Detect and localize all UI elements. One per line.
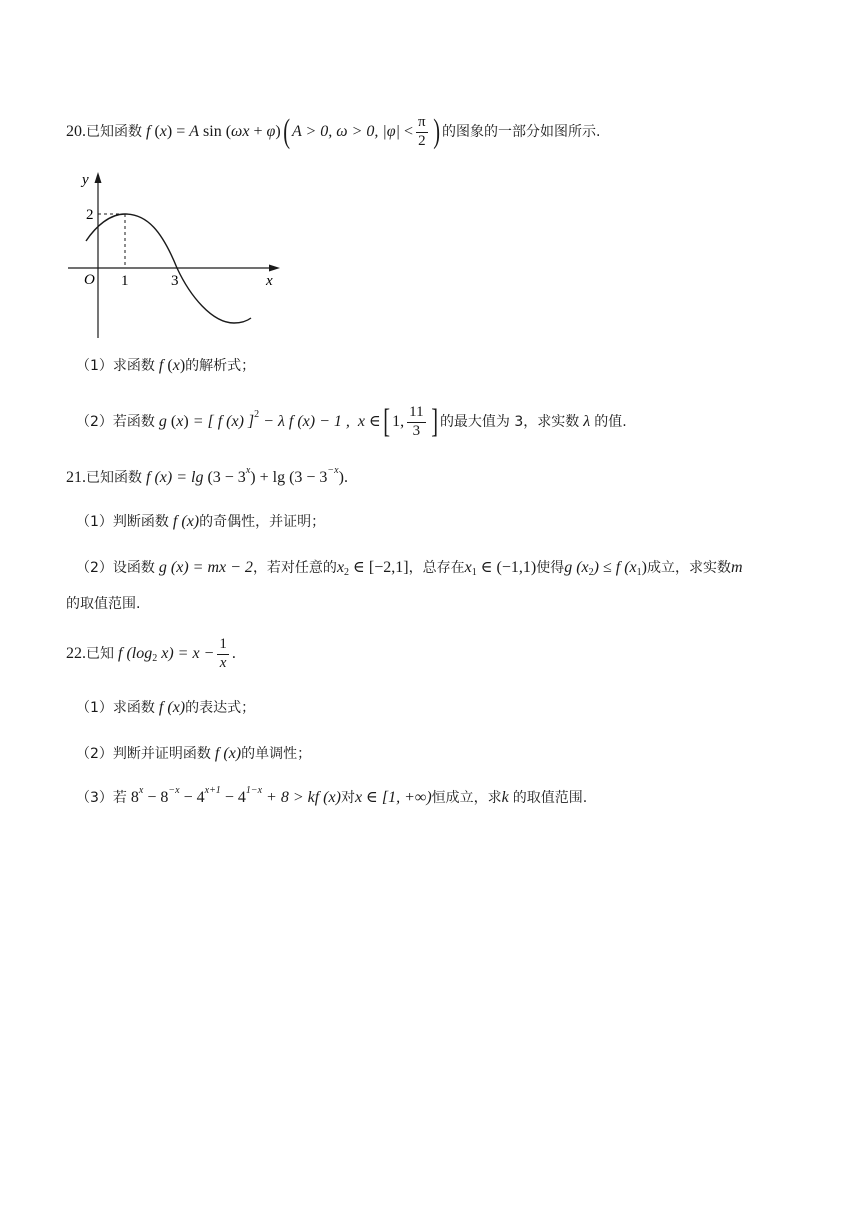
q20-f: f <box>146 123 151 140</box>
q21-part1: （1） 判断函数 f (x) 的奇偶性，并证明； <box>76 513 326 530</box>
q20-part2: （2） 若函数 g ( x ) = [ f (x) ] 2 − λ f (x) − 1 , x ∈ [ 1, $\frac{11}{3}$ ] 的最大值为 3，求实数 λ 的值. <box>76 403 627 440</box>
q20-eleven-thirds: $\frac{11}{3}$ <box>409 403 424 439</box>
q21-part2: （2） 设函数 g (x) = mx − 2 ，若对任意的 x 2 ∈ [−2,1] ，总存在 x 1 ∈ (−1,1) 使得 g (x 2 ) ≤ f (x 1 ) 成立，求实数 m <box>76 559 743 578</box>
q22-number: 22. <box>66 645 86 662</box>
q21-stem: 21. 已知函数 f (x) = lg ( 3 − 3 x ) + lg ( 3 − 3 −x ) . <box>66 465 348 486</box>
x-axis-arrow <box>269 265 280 272</box>
q20-condition: A > 0, ω > 0, <box>291 123 379 140</box>
q20-number: 20. <box>66 123 86 140</box>
y-axis-arrow <box>95 172 102 183</box>
q20-pi-over-2: $\frac{\pi}{2}$ <box>418 113 426 149</box>
q22-one-over-x: $\frac{1}{x}$ <box>219 635 227 671</box>
q20-part1: （1） 求函数 f ( x ) 的解析式； <box>76 357 256 374</box>
q22-part1: （1） 求函数 f (x) 的表达式； <box>76 699 256 716</box>
x-axis-label: x <box>266 273 273 289</box>
x-tick-1-label: 1 <box>121 273 129 289</box>
q20-intro: 已知函数 <box>86 124 142 140</box>
q21-number: 21. <box>66 469 86 486</box>
q22-part3: （3） 若 8 x − 8 −x − 4 x+1 − 4 1−x + 8 > kf (x) 对 x ∈ [1, +∞) 恒成立，求 k 的取值范围. <box>76 785 588 806</box>
x-tick-3-label: 3 <box>171 273 179 289</box>
y-axis-label: y <box>82 172 89 188</box>
q21-part2-continued: 的取值范围. <box>66 596 141 612</box>
q22-stem: 22. 已知 f (log 2 x) = x − $\frac{1}{x}$ . <box>66 635 236 671</box>
q20-sine-graph <box>62 166 292 341</box>
q22-part2: （2） 判断并证明函数 f (x) 的单调性； <box>76 745 312 762</box>
y-tick-label: 2 <box>86 207 94 223</box>
q20-tail: 的图象的一部分如图所示. <box>441 124 601 140</box>
q20-stem: 20. 已知函数 f ( x ) = A sin ( ωx + φ ) ( A > 0, ω > 0, |φ| < $\frac{\pi}{2}$ ) 的图象的一部分如图所示. <box>66 113 601 150</box>
origin-label: O <box>84 272 95 288</box>
